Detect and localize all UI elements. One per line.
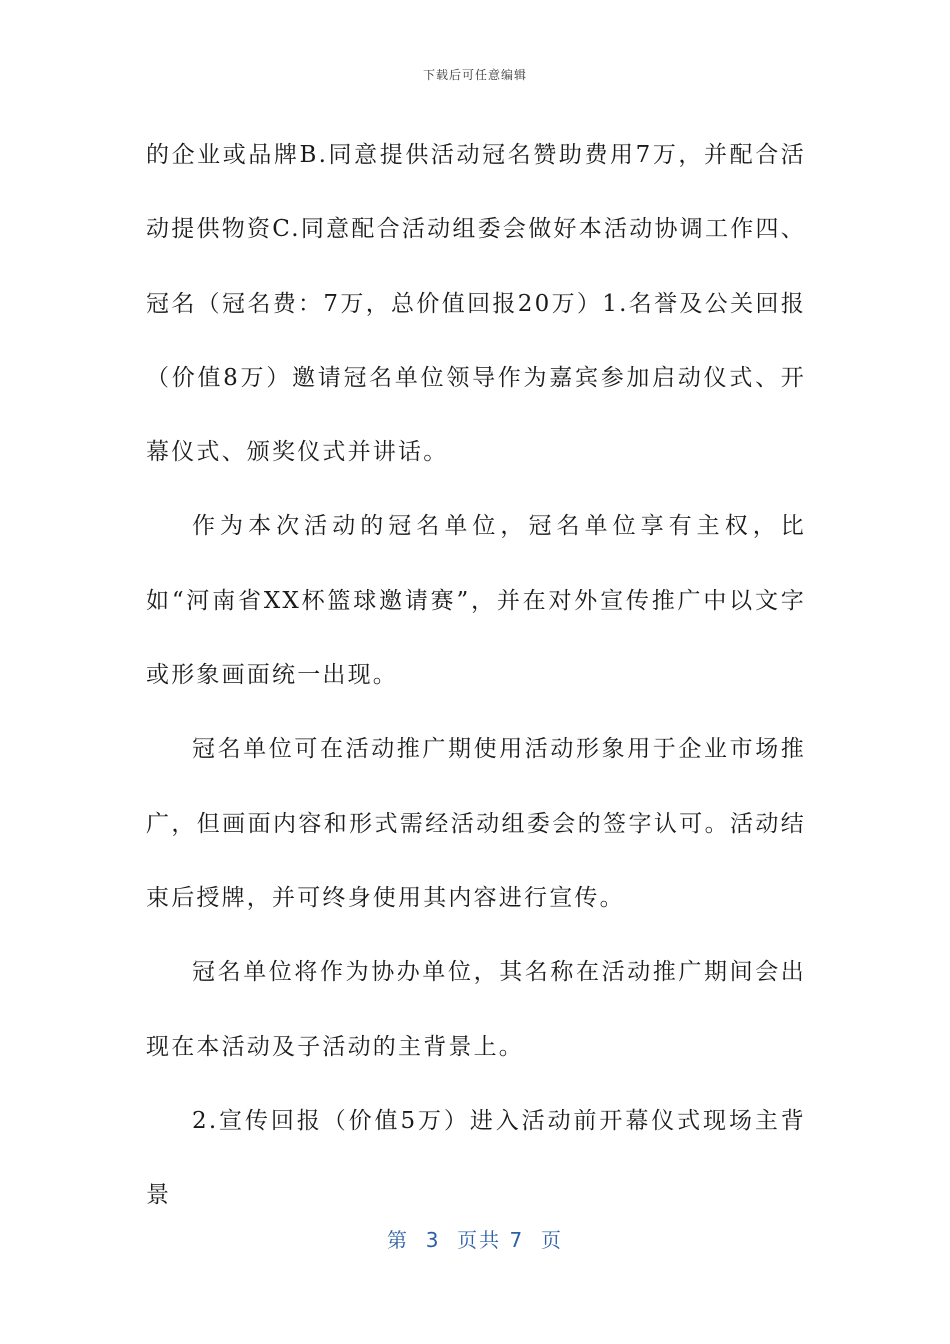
page-header-note: 下载后可任意编辑 [422,68,527,82]
paragraph-4: 冠名单位将作为协办单位，其名称在活动推广期间会出现在本活动及子活动的主背景上。 [146,959,806,1060]
page-footer [0,1224,950,1253]
paragraph-1: 的企业或品牌B.同意提供活动冠名赞助费用7万，并配合活动提供物资C.同意配合活动组委会做好本活动协调工作四、冠名（冠名费：7万，总价值回报20万）1.名誉及公关回报（价值8万）邀请冠名单位领导作为嘉宾参加启动仪式、开幕仪式、颁奖仪式并讲话。 [146,142,806,466]
document-body [146,118,806,1232]
page-number-text: 第 3 页共 7 页 [387,1228,563,1252]
paragraph-2: 作为本次活动的冠名单位，冠名单位享有主权，比如“河南省XX杯篮球邀请赛”，并在对外宣传推广中以文字或形象画面统一出现。 [146,513,806,689]
paragraph-5: 2.宣传回报（价值5万）进入活动前开幕仪式现场主背景 [146,1107,806,1209]
paragraph-3: 冠名单位可在活动推广期使用活动形象用于企业市场推广，但画面内容和形式需经活动组委会的签字认可。活动结束后授牌，并可终身使用其内容进行宣传。 [146,736,806,911]
